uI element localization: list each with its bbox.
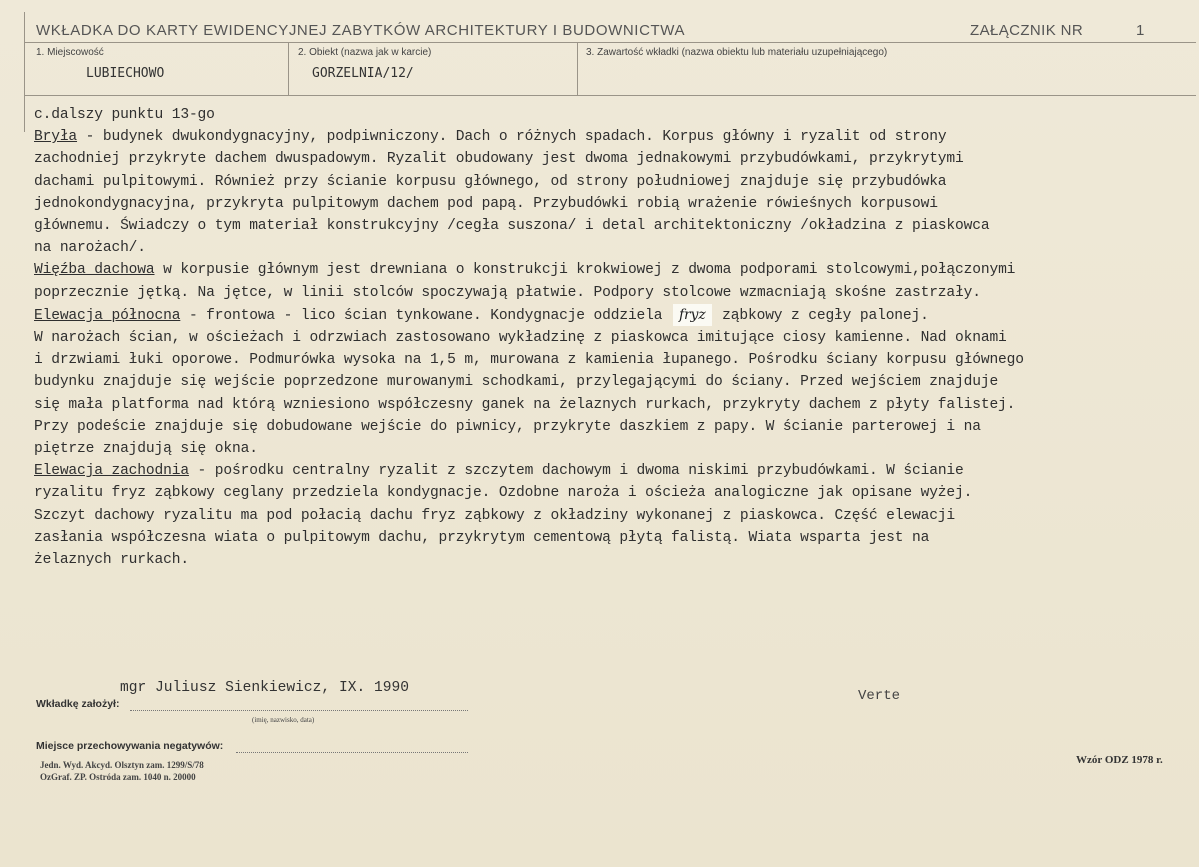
annex-number: 1 <box>1136 22 1145 39</box>
body-line: ząbkowy z cegły palonej. <box>713 307 929 324</box>
author-signature: mgr Juliusz Sienkiewicz, IX. 1990 <box>120 680 410 696</box>
object-value: GORZELNIA/12/ <box>312 66 414 81</box>
body-line: dachami pulpitowymi. Również przy ścianie korpusu głównego, od strony południowej znajduje się przybudówka <box>34 173 947 190</box>
field-divider-2 <box>577 42 578 95</box>
body-line: jednokondygnacyjna, przykryta pulpitowym dachem pod papą. Przybudówki robią wrażenie rówieśnych korpusowi <box>34 195 938 212</box>
made-by-label: Wkładkę założył: <box>36 698 120 710</box>
body-line: Szczyt dachowy ryzalitu ma pod połacią dachu fryz ząbkowy z okładziny wykonanej z piaskowca. Część elewacji <box>34 507 956 524</box>
body-line: na narożach/. <box>34 240 146 257</box>
location-label: 1. Miejscowość <box>36 47 104 58</box>
negatives-line <box>236 752 468 753</box>
annex-label: ZAŁĄCZNIK NR <box>970 22 1084 39</box>
field-divider-1 <box>288 42 289 95</box>
body-line: głównemu. Świadczy o tym materiał konstrukcyjny /cegła suszona/ i detal architektoniczny /okładzina z piaskowca <box>34 218 990 235</box>
body-line: Przy podeście znajduje się dobudowane wejście do piwnicy, przykryte daszkiem z papy. W ścianie parterowej i na <box>34 418 981 435</box>
made-by-line <box>130 710 468 711</box>
body-line: - frontowa - lico ścian tynkowane. Kondygnacje oddziela <box>180 307 671 324</box>
description-text <box>34 104 1184 571</box>
body-line: piętrze znajdują się okna. <box>34 441 258 458</box>
form-pattern: Wzór ODZ 1978 r. <box>1076 754 1163 766</box>
object-label: 2. Obiekt (nazwa jak w karcie) <box>298 47 432 58</box>
body-line: - budynek dwukondygnacyjny, podpiwniczony. Dach o różnych spadach. Korpus główny i ryzalit od strony <box>77 129 947 146</box>
card-left-border <box>24 12 25 132</box>
heading-bryla: Bryła <box>34 129 78 146</box>
card-header-title: WKŁADKA DO KARTY EWIDENCYJNEJ ZABYTKÓW ARCHITEKTURY I BUDOWNICTWA <box>36 22 686 39</box>
fields-rule <box>24 95 1196 96</box>
body-line: się mała platforma nad którą wzniesiono współczesny ganek na żelaznych rurkach, przykryty dachem z płyty falistej. <box>34 396 1016 413</box>
body-line: budynku znajduje się wejście poprzedzone murowanymi schodkami, przylegającymi do ściany. Przed wejściem znajduje <box>34 374 999 391</box>
location-value: LUBIECHOWO <box>86 66 165 81</box>
print-info-1: Jedn. Wyd. Akcyd. Olsztyn zam. 1299/S/78 <box>40 760 204 770</box>
body-line: poprzecznie jętką. Na jętce, w linii stolców spoczywają płatwie. Podpory stolcowe wzmacniają skośne zastrzały. <box>34 284 981 301</box>
body-line: W narożach ścian, w ościeżach i odrzwiach zastosowano wykładzinę z piaskowca imitujące ciosy kamienne. Nad oknami <box>34 330 1007 347</box>
header-rule <box>24 42 1196 43</box>
made-by-hint: (imię, nazwisko, data) <box>252 716 315 724</box>
body-line: zachodniej przykryte dachem dwuspadowym. Ryzalit obudowany jest dwoma jednakowymi przybudówkami, przykrytymi <box>34 151 964 168</box>
handwritten-correction: fryz <box>673 304 712 326</box>
body-line: żelaznych rurkach. <box>34 552 189 569</box>
verte-note: Verte <box>858 688 901 704</box>
body-line: - pośrodku centralny ryzalit z szczytem dachowym i dwoma niskimi przybudówkami. W ścianie <box>188 463 964 480</box>
body-line: ryzalitu fryz ząbkowy ceglany przedziela kondygnacje. Ozdobne naroża i ościeża analogiczne jak opisane wyżej. <box>34 485 973 502</box>
body-line: i drzwiami łuki oporowe. Podmurówka wysoka na 1,5 m, murowana z kamienia łupanego. Pośrodku ściany korpusu głównego <box>34 352 1024 369</box>
body-line: w korpusie głównym jest drewniana o konstrukcji krokwiowej z dwoma podporami stolcowymi,połączonymi <box>154 262 1016 279</box>
heading-elewacja-zachodnia: Elewacja zachodnia <box>34 463 189 480</box>
body-line: zasłania współczesna wiata o pulpitowym dachu, przykrytym cementową płytą falistą. Wiata wsparta jest na <box>34 529 930 546</box>
print-info-2: OzGraf. ZP. Ostróda zam. 1040 n. 20000 <box>40 772 196 782</box>
body-line: c.dalszy punktu 13-go <box>34 107 215 123</box>
heading-wiezba: Więźba dachowa <box>34 262 155 279</box>
heading-elewacja-polnocna: Elewacja północna <box>34 307 181 324</box>
negatives-label: Miejsce przechowywania negatywów: <box>36 740 224 752</box>
content-label: 3. Zawartość wkładki (nazwa obiektu lub materiału uzupełniającego) <box>586 47 888 58</box>
